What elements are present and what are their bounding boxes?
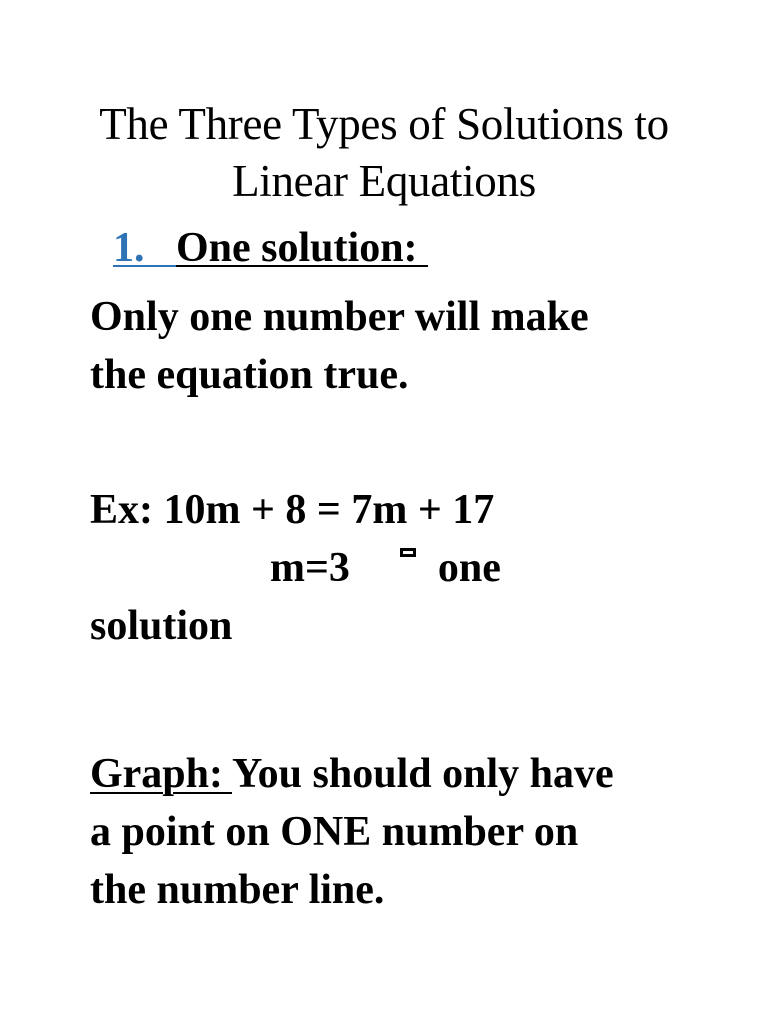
section-heading bbox=[113, 220, 428, 276]
graph-label: Graph: bbox=[90, 751, 232, 797]
section-number: 1. bbox=[113, 225, 176, 271]
example-result-continuation: solution bbox=[90, 603, 233, 649]
definition-line-1: Only one number will make bbox=[90, 294, 589, 340]
definition-line-2: the equation true. bbox=[90, 352, 409, 398]
title-line-2: Linear Equations bbox=[232, 156, 536, 206]
box-glyph-icon bbox=[400, 548, 416, 557]
title-line-1: The Three Types of Solutions to bbox=[99, 99, 669, 149]
definition-paragraph bbox=[90, 288, 730, 404]
example-result-text: one bbox=[437, 545, 501, 591]
section-heading-label: One solution: bbox=[176, 225, 429, 271]
example-result: m=3 bbox=[270, 545, 350, 591]
graph-paragraph bbox=[90, 745, 730, 919]
example-result-line bbox=[90, 539, 730, 597]
page-title bbox=[0, 96, 768, 210]
example-equation: Ex: 10m + 8 = 7m + 17 bbox=[90, 487, 495, 533]
graph-line-1 bbox=[90, 745, 730, 803]
graph-line-1-text: You should only have bbox=[231, 751, 614, 797]
graph-line-2: a point on ONE number on bbox=[90, 809, 579, 855]
example-block bbox=[90, 481, 730, 655]
graph-line-3: the number line. bbox=[90, 867, 385, 913]
